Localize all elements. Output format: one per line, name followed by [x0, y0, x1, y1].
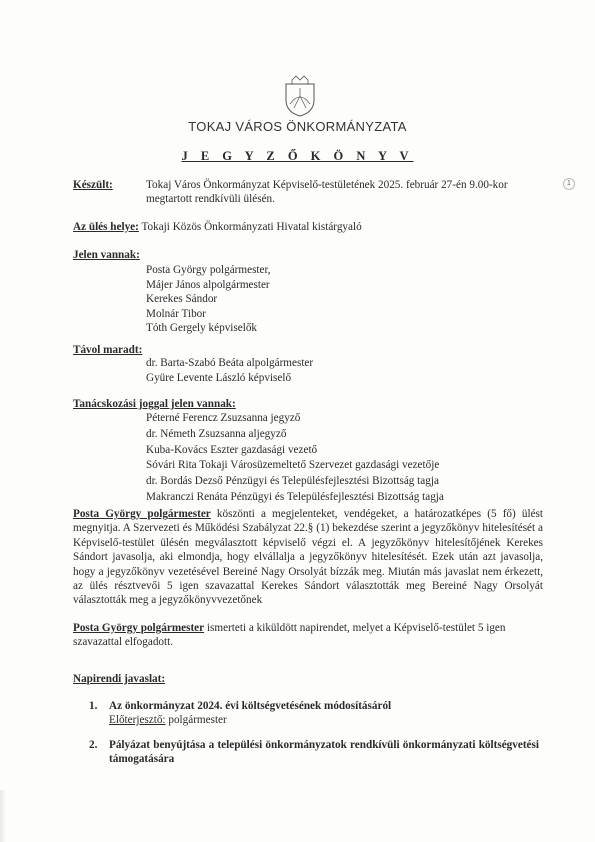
agenda-item: 1. Az önkormányzat 2024. évi költségvetésének módosításáról Előterjesztő: polgármester — [89, 700, 392, 726]
city-coat-of-arms-icon — [280, 74, 320, 118]
tanacskozasi-label: Tanácskozási joggal jelen vannak: — [73, 398, 236, 410]
agenda-item: 2. Pályázat benyújtása a települési önkormányzatok rendkívüli önkormányzati költségvetési támogatására — [89, 739, 539, 765]
list-item: Posta György polgármester, — [146, 264, 271, 276]
list-item: dr. Barta-Szabó Beáta alpolgármester — [146, 357, 314, 369]
absent-members-list — [146, 356, 313, 385]
document-title: J E G Y Z Ő K Ö N Y V — [181, 149, 414, 163]
keszult-label: Készült: — [73, 179, 113, 191]
advisory-attendees-list — [146, 411, 444, 506]
list-item: dr. Németh Zsuzsanna aljegyző — [146, 427, 287, 440]
scan-edge-shadow — [0, 790, 6, 842]
list-item: Gyüre Levente László képviselő — [146, 371, 292, 384]
page-number-marker: 1 — [563, 178, 575, 190]
present-members-list — [146, 263, 271, 336]
list-item: Tóth Gergely képviselők — [146, 322, 258, 335]
jelen-vannak-label: Jelen vannak: — [73, 249, 140, 261]
list-item: Sóvári Rita Tokaji Városüzemeltető Szervezet gazdasági vezetője — [146, 459, 440, 472]
ules-helye: Az ülés helye: Tokaji Közös Önkormányzati Hivatal kistárgyaló — [73, 221, 362, 233]
list-item: Molnár Tibor — [146, 307, 206, 320]
list-item: Kuba-Kovács Eszter gazdasági vezető — [146, 443, 318, 456]
tavol-maradt-label: Távol maradt: — [73, 344, 143, 356]
organization-name: TOKAJ VÁROS ÖNKORMÁNYZATA — [188, 119, 407, 134]
opening-paragraph: Posta György polgármester köszönti a megjelenteket, vendégeket, a határozatképes (5 fő) ülést megnyitja. A Szervezeti és Működési Szabályzat 22.§ (1) bekezdése szerint a jegyzőkönyv hitelesítését a Képviselő-testület ülésén megválasztott képviselő végzi el. A jegyzőkönyv hitelesítőjének Kerekes Sándort javasolja, aki elmondja, hogy elvállalja a jegyzőkönyv hitelesítését. Ezek után azt javasolja, hogy a jegyzőkönyv vezetésével Bereiné Nagy Orsolyát bízzák meg. Miután más javaslat nem érkezett, az ülés résztvevői 5 igen szavazattal Kerekes Sándort választották meg Bereiné Nagy Orsolyát választották meg a jegyzőkönyvvezetőnek — [73, 508, 544, 607]
list-item: Péterné Ferencz Zsuzsanna jegyző — [146, 412, 301, 424]
list-item: Makranczi Renáta Pénzügyi és Településfejlesztési Bizottság tagja — [146, 490, 444, 503]
napirendi-javaslat-label: Napirendi javaslat: — [73, 673, 166, 685]
list-item: dr. Bordás Dezső Pénzügyi és Településfejlesztési Bizottság tagja — [146, 475, 439, 488]
agenda-approval-paragraph: Posta György polgármester ismerteti a kiküldött napirendet, melyet a Képviselő-testület 5 igen szavazattal elfogadott. — [73, 622, 506, 649]
keszult-value: Tokaj Város Önkormányzat Képviselő-testületének 2025. február 27-én 9.00-kor megtartott rendkívüli ülésén. — [146, 179, 508, 205]
list-item: Májer János alpolgármester — [146, 278, 270, 291]
list-item: Kerekes Sándor — [146, 293, 218, 306]
